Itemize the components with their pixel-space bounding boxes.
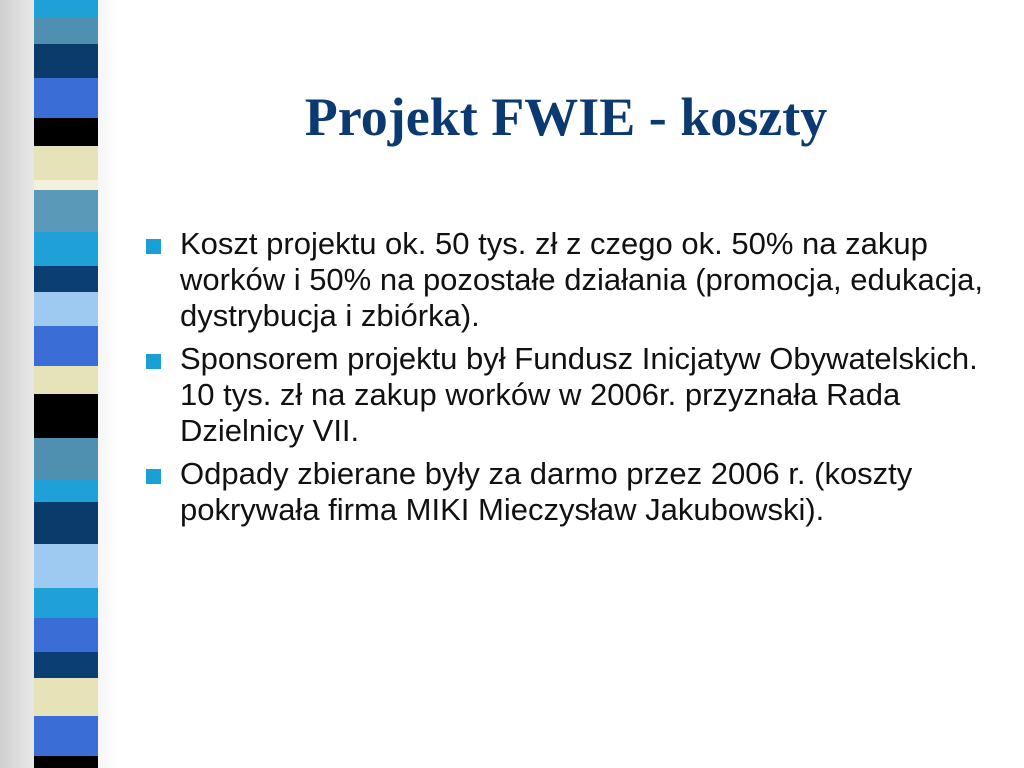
square-bullet-icon [146,469,161,484]
bullet-item [142,341,1002,449]
square-bullet-icon [146,239,161,254]
slide-title: Projekt FWIE - koszty [304,87,828,147]
bullet-text: Odpady zbierane były za darmo przez 2006 r. (koszty pokrywała firma MIKI Mieczysław Jakubowski). [180,456,913,527]
square-bullet-icon [146,354,161,369]
bullet-text: Sponsorem projektu był Fundusz Inicjatyw Obywatelskich. 10 tys. zł na zakup worków w 2006r. przyznała Rada Dzielnicy VII. [180,341,978,448]
bullet-list [142,226,1002,535]
bullet-item [142,226,1002,334]
bullet-item [142,456,1002,528]
decorative-stripe [34,0,98,768]
bullet-text: Koszt projektu ok. 50 tys. zł z czego ok. 50% na zakup worków i 50% na pozostałe działania (promocja, edukacja, dystrybucja i zbiórka). [180,226,983,333]
